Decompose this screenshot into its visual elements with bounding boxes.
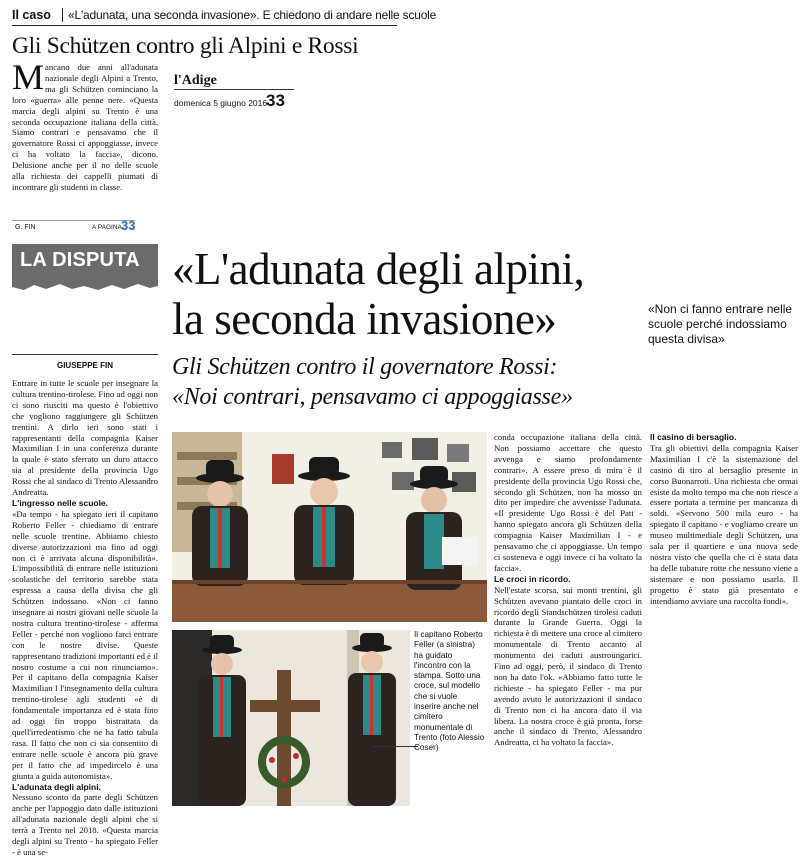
col1-p2: «Da tempo - ha spiegato ieri il capitano Roberto Feller - chiediamo di entrare nelle scuole trentine. Abbiamo chiesto diverse autorizzazioni ma fino ad oggi non ci è arrivata alcuna disponibilità». L'impossibilità di entrare nelle istituzioni scolastiche del territorio sarebbe stata espressa a causa della divisa che gli Schützen indossano. «Non ci fanno insegnare ai nostri giovani nelle scuole la nostra cultura trentino-tirolese - afferma Feller - perché non vogliono farci entrare con le nostre divise. Queste rappresentano tradizioni importanti ed è il nostro costume a cui non rinunciamo». Per il capitano della compagnia Kaiser Maximilian I l'insegnamento della cultura trentino-tirolese agli studenti «è di fondamentale importanza ed è stata fino ad oggi fin troppo bistrattata da quell'irredentismo che ne ha fatto tabula rasa. Il fatto che non ci sia consentito di entrare nelle scuole è ancora più grave per il fatto che ad impedircelo è una giunta a guida autonomista». — [12, 508, 158, 781]
summary-title: Gli Schützen contro gli Alpini e Rossi — [12, 33, 359, 59]
pull-quote: «Non ci fanno entrare nelle scuole perché indossiamo questa divisa» — [648, 302, 793, 346]
topbar-tag: Il caso — [12, 8, 51, 22]
topbar-divider — [62, 8, 63, 22]
summary-page-label: A PAGINA — [92, 224, 122, 231]
subheadline-1: Gli Schützen contro il governatore Rossi: — [172, 354, 558, 380]
summary-text — [12, 62, 158, 193]
photo-caption: Il capitano Roberto Feller (a sinistra) ha guidato l'incontro con la stampa. Sotto una croce, sul modello che si vuole inserire anche nel cimitero monumentale di Trento (foto Alessio Coser) — [414, 630, 485, 753]
byline-rule — [12, 354, 158, 355]
masthead-page: 33 — [266, 91, 285, 110]
press-conference-illustration — [172, 432, 487, 622]
col3-heading-croci: Le croci in ricordo. — [494, 573, 571, 584]
col1-p1: Entrare in tutte le scuole per insegnare la cultura trentino-tirolese. Fino ad oggi non ci sono riusciti ma questo è l'obiettivo che vogliono raggiungere gli Schützen trentini. A dirlo ieri sono stati i rappresentanti della compagnia Kaiser Maximilian I in una conferenza durante la quale è stato sferrato un duro attacco sia al presidente della provincia Ugo Rossi che al sindaco di Trento Alessandro Andreatta. — [12, 378, 158, 498]
col1-heading-adunata: L'adunata degli alpini. — [12, 781, 101, 792]
col4-p1: Tra gli obiettivi della compagnia Kaiser Maximilian I c'è la sistemazione del casino di tiro al bersaglio presente in corso Buonarroti. Una richiesta che ormai esiste da molto tempo ma che non riesce a essere portata a termine per mancanza di soldi. «Servono 500 mila euro - ha spiegato il capitano - e vogliamo creare un museo multimediale degli Schützen, una sala per il quartiere e una nuova sede nostra visto che quella che ci è stata data ha delle tubature rotte che nessuno viene a sistemare e non possiamo usarla. Il progetto è stato già presentato e intendiamo avviare una raccolta fondi». — [650, 442, 798, 606]
cross-illustration — [172, 630, 410, 806]
photo-cross — [172, 630, 410, 806]
masthead-name: l'Adige — [174, 73, 217, 88]
topbar-headline: «L'adunata, una seconda invasione». E chiedono di andare nelle scuole — [68, 8, 437, 22]
disputa-box — [12, 244, 158, 292]
article-column-3 — [494, 432, 642, 806]
summary-footer — [12, 220, 135, 234]
summary-page-number[interactable]: 33 — [121, 218, 136, 233]
photo-press-conference — [172, 432, 487, 622]
col3-p1: conda occupazione italiana della città. Non possiamo accettare che questo avvenga e siamo profondamente contrari». A essere preso di mira è il presidente della provincia Ugo Rossi che, secondo gli Schützen, non ha mosso un dito per impedire che avvenisse l'adunata. «Il presidente Ugo Rossi è del Patt - hanno spiegato ancora gli Schützen della compagnia Kaiser Maximilian I - e pensavamo che ci appoggiasse. Un tempo ci sosteneva e oggi invece ci ha voltato la faccia». — [494, 432, 642, 573]
byline: GIUSEPPE FIN — [56, 361, 113, 370]
col1-heading-scuole: L'ingresso nelle scuole. — [12, 497, 109, 508]
disputa-label: LA DISPUTA — [20, 249, 140, 271]
summary-body: ancano due anni all'adunata nazionale degli Alpini a Trento, ma gli Schützen cominciano la loro «guerra» alle penne nere. «Questa marcia degli alpini su Trento è una seconda occupazione italiana della città. Siamo contrari e pensavamo che il governatore Rossi ci appoggiasse, invece ci ha voltato la faccia», dicono. Delusione anche per il no delle scuole alla richiesta dei cappelli piumati di incontrare gli studenti in classe. — [12, 62, 158, 192]
headline-line2: la seconda invasione» — [172, 294, 557, 344]
summary-block — [12, 57, 158, 222]
article-column-4 — [650, 432, 798, 806]
headline-line1: «L'adunata degli alpini, — [172, 244, 585, 294]
subheadline-2: «Noi contrari, pensavamo ci appoggiasse» — [172, 384, 573, 410]
summary-dropcap: M — [12, 57, 45, 97]
disputa-torn-edge — [12, 281, 158, 293]
col1-p3: Nessuno sconto da parte degli Schützen anche per l'appoggio dato dalle istituzioni all'adunata nazionale degli alpini che si terrà a Trento nel 2018. «Questa marcia degli alpini su Trento - ha spiegato Feller - è una se- — [12, 792, 158, 857]
caption-rule — [372, 746, 418, 747]
col3-p2: Nell'estate scorsa, sui monti trentini, gli Schützen avevano piantato delle croci in ricordo degli Standschützen tirolesi caduti durante la Grande Guerra. Oggi la richiesta è di mettere una croce al cimitero monumentale di Trento accanto al monumento dei caduti austroungarici. Fino ad oggi, però, il sindaco di Trento non ha dato l'ok. «Abbiamo fatto tutte le richieste - ha spiegato Feller - ma pur avendo avuto le autorizzazioni il sindaco di Trento non ci ha ancora dato il via libera. La nostra croce è già pronta, forse anche il sindaco di Trento, Alessandro Andreatta, ci ha voltato la faccia». — [494, 584, 642, 748]
col4-heading-casino: Il casino di bersaglio. — [650, 432, 737, 442]
article-column-1 — [12, 378, 158, 857]
masthead-rule — [174, 89, 294, 90]
summary-author: G. FIN — [15, 224, 36, 231]
masthead-date: domenica 5 giugno 2016 — [174, 98, 268, 108]
topbar — [12, 6, 437, 26]
